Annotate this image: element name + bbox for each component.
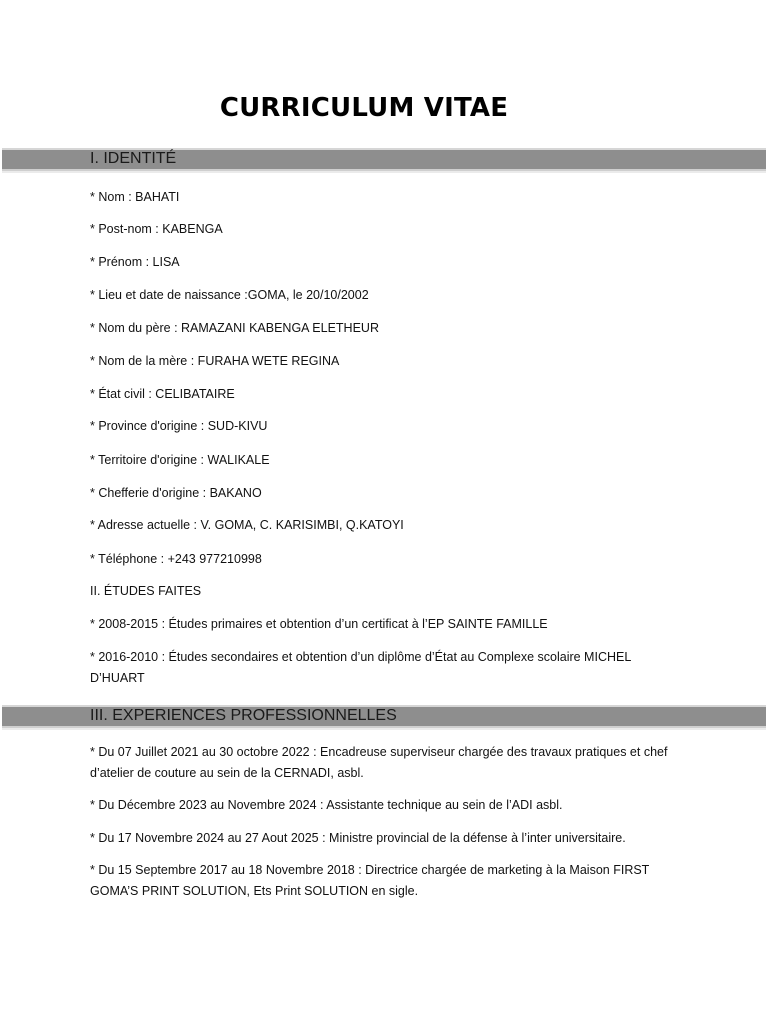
section-header-experience [2, 705, 766, 728]
identity-item-civil-status: * État civil : CELIBATAIRE [90, 387, 235, 401]
studies-item-secondary: * 2016-2010 : Études secondaires et obtention d’un diplôme d’État au Complexe scolaire MICHEL D’HUART [90, 650, 631, 685]
experience-item-minister: * Du 17 Novembre 2024 au 27 Aout 2025 : Ministre provincial de la défense à l’inter universitaire. [90, 831, 626, 845]
identity-item-firstname: * Prénom : LISA [90, 255, 180, 269]
identity-item-mother: * Nom de la mère : FURAHA WETE REGINA [90, 354, 340, 368]
identity-item-postname: * Post-nom : KABENGA [90, 222, 223, 236]
identity-item-territory: * Territoire d'origine : WALIKALE [90, 453, 270, 467]
identity-item-phone: * Téléphone : +243 977210998 [90, 552, 262, 566]
section-heading-experience: III. EXPERIENCES PROFESSIONNELLES [90, 707, 397, 724]
experience-item-cernadi: * Du 07 Juillet 2021 au 30 octobre 2022 : Encadreuse superviseur chargée des travaux pratiques et chef d’atelier de couture au sein de la CERNADI, asbl. [90, 745, 668, 780]
identity-item-father: * Nom du père : RAMAZANI KABENGA ELETHEUR [90, 321, 379, 335]
identity-item-name: * Nom : BAHATI [90, 190, 180, 204]
studies-item-primary: * 2008-2015 : Études primaires et obtention d’un certificat à l’EP SAINTE FAMILLE [90, 617, 548, 631]
identity-item-birth: * Lieu et date de naissance :GOMA, le 20/10/2002 [90, 288, 369, 302]
identity-item-chiefdom: * Chefferie d'origine : BAKANO [90, 486, 262, 500]
section-heading-studies: II. ÉTUDES FAITES [90, 584, 202, 598]
document-title: CURRICULUM VITAE [219, 93, 509, 123]
identity-item-province: * Province d'origine : SUD-KIVU [90, 419, 268, 433]
section-heading-identity: I. IDENTITÉ [90, 150, 177, 167]
identity-item-address: * Adresse actuelle : V. GOMA, C. KARISIMBI, Q.KATOYI [90, 518, 404, 532]
experience-item-adi: * Du Décembre 2023 au Novembre 2024 : Assistante technique au sein de l’ADI asbl. [90, 798, 563, 812]
experience-item-first-goma: * Du 15 Septembre 2017 au 18 Novembre 2018 : Directrice chargée de marketing à la Maison FIRST GOMA’S PRINT SOLUTION, Ets Print SOLUTION en sigle. [90, 863, 650, 898]
section-header-identity [2, 148, 766, 171]
